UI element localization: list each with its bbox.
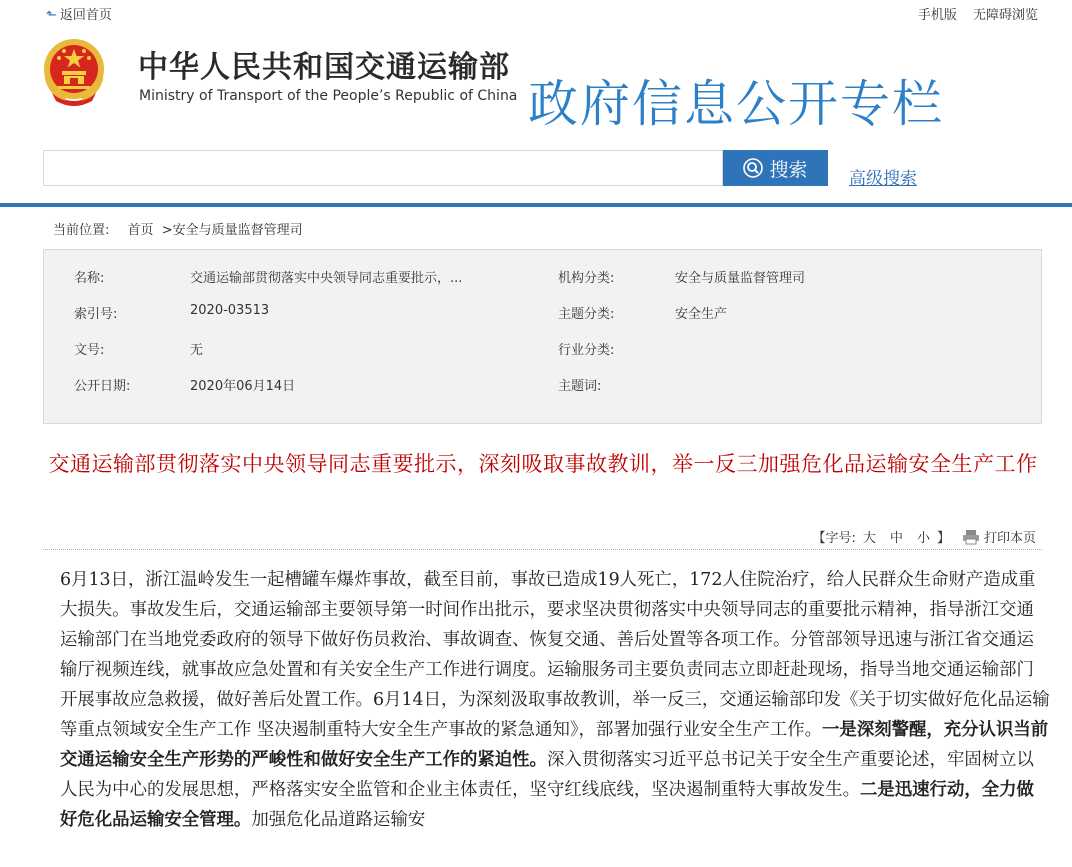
industry-label: 行业分类: [558, 343, 615, 358]
back-home-link[interactable] [46, 4, 112, 23]
body-part-1: 6月13日，浙江温岭发生一起槽罐车爆炸事故，截至目前，事故已造成19人死亡，172人住院治疗，给人民群众生命财产造成重大损失。事故发生后，交通运输部主要领导第一时间作出批示，要求坚决贯彻落实中央领导同志的重要批示精神，指导浙江交通运输部门在当地党委政府的领导下做好伤员救治、事故调查、恢复交通、善后处置等各项工作。分管部领导迅速与浙江省交通运输厅视频连线，就事故应急处置和有关安全生产工作进行调度。运输服务司主要负责同志立即赶赴现场，指导当地交通运输部门开展事故应急救援，做好善后处置工作。6月14日，为深刻汲取事故教训，举一反三，交通运输部印发《关于切实做好危化品运输等重点领域安全生产工作 坚决遏制重特大安全生产事故的紧急通知》，部署加强行业安全生产工作。 [60, 570, 1050, 740]
back-arrow-icon: ⬑ [46, 8, 57, 23]
breadcrumb-label: 当前位置: [53, 223, 110, 238]
search-icon [743, 158, 763, 178]
date-label: 公开日期: [74, 379, 131, 394]
print-button[interactable] [962, 527, 1036, 546]
accessible-browse-link[interactable]: 无障碍浏览 [972, 8, 1038, 23]
ministry-name-cn: 中华人民共和国交通运输部 [138, 50, 510, 85]
document-info-box [43, 249, 1042, 424]
search-input[interactable] [43, 150, 723, 186]
top-links [906, 4, 1038, 23]
tools-divider [43, 549, 1042, 550]
ministry-name-en: Ministry of Transport of the People’s Republic of China [139, 88, 518, 104]
font-size-close: 】 [936, 531, 950, 546]
font-size-label: 【字号: [812, 531, 856, 546]
body-bold-2: 二是迅速行动，全力做好危化品运输安全管理。 [60, 780, 1034, 830]
search-button-label: 搜索 [769, 158, 808, 181]
name-value: 交通运输部贯彻落实中央领导同志重要批示，... [190, 271, 463, 286]
article-title: 交通运输部贯彻落实中央领导同志重要批示，深刻吸取事故教训，举一反三加强危化品运输安全生产工作 [48, 452, 1038, 476]
top-bar [0, 0, 1072, 28]
body-part-3: 加强危化品道路运输安 [251, 810, 426, 830]
org-value: 安全与质量监督管理司 [675, 271, 806, 286]
column-title: 政府信息公开专栏 [528, 75, 944, 133]
breadcrumb-home-link[interactable]: 首页 [127, 223, 154, 238]
article-tools [813, 527, 1036, 546]
font-size-medium-button[interactable]: 中 [889, 531, 903, 546]
keywords-label: 主题词: [558, 379, 602, 394]
index-value: 2020-03513 [190, 303, 270, 318]
advanced-search-link[interactable]: 高级搜索 [849, 169, 917, 189]
font-size-small-button[interactable]: 小 [916, 531, 930, 546]
national-emblem-icon [42, 37, 106, 107]
printer-icon [962, 529, 980, 545]
font-size-large-button[interactable]: 大 [862, 531, 876, 546]
header-divider [0, 203, 1072, 207]
article-body [60, 565, 1050, 835]
name-label: 名称: [74, 271, 105, 286]
index-label: 索引号: [74, 307, 118, 322]
body-bold-1: 一是深刻警醒，充分认识当前交通运输安全生产形势的严峻性和做好安全生产工作的紧迫性。 [60, 720, 1049, 770]
breadcrumb-separator: > [161, 223, 173, 238]
topic-label: 主题分类: [558, 307, 615, 322]
mobile-version-link[interactable]: 手机版 [917, 8, 957, 23]
breadcrumb-current-link[interactable]: 安全与质量监督管理司 [172, 223, 303, 238]
docno-value: 无 [190, 343, 204, 358]
docno-label: 文号: [74, 343, 105, 358]
back-home-label: 返回首页 [59, 8, 112, 23]
search-button[interactable] [723, 150, 828, 186]
topic-value: 安全生产 [675, 307, 728, 322]
body-part-2: 深入贯彻落实习近平总书记关于安全生产重要论述，牢固树立以人民为中心的发展思想，严格落实安全监管和企业主体责任，坚守红线底线，坚决遏制重特大事故发生。 [60, 750, 1034, 800]
print-label: 打印本页 [983, 531, 1036, 546]
org-label: 机构分类: [558, 271, 615, 286]
date-value: 2020年06月14日 [190, 379, 296, 394]
breadcrumb [53, 219, 303, 238]
